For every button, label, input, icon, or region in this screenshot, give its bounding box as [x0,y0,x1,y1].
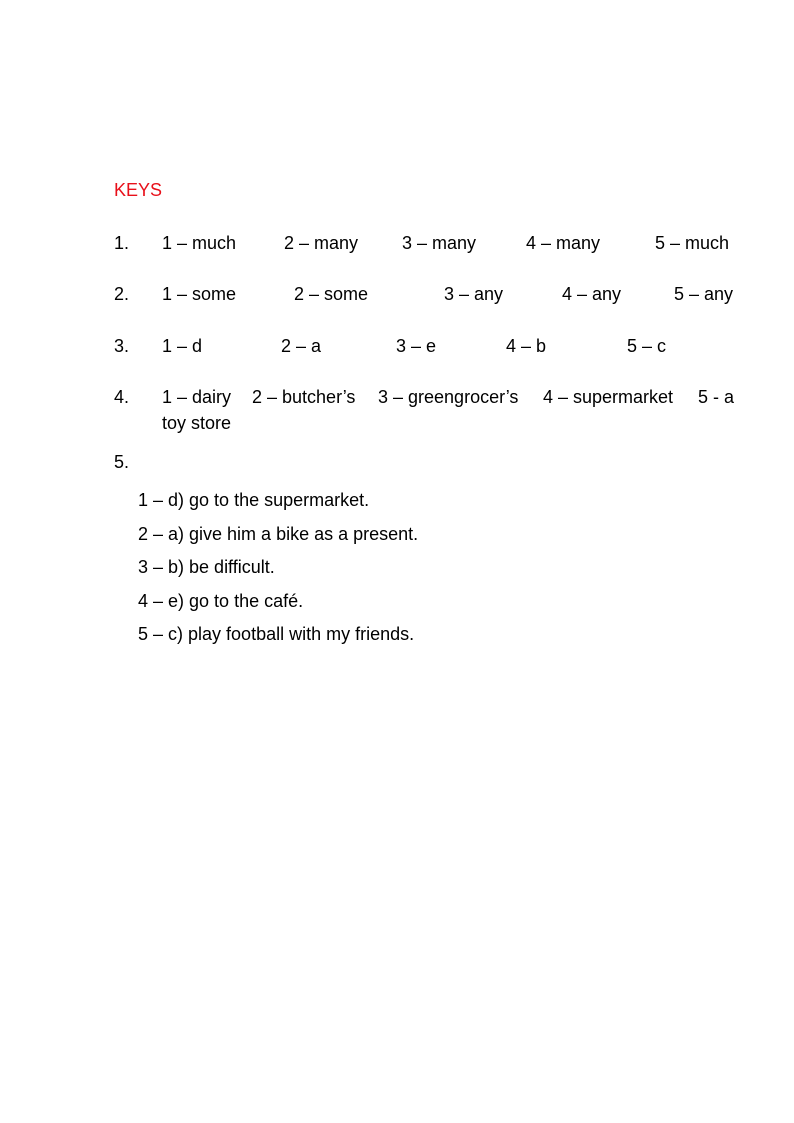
exercise-3-answer-3: 3 – e [396,336,437,356]
exercise-4-answer-5: 5 - a [698,387,735,407]
exercise-2-answer-2: 2 – some [294,284,369,304]
exercise-2-answer-5: 5 – any [674,284,734,304]
exercise-5-answer-5: 5 – c) play football with my friends. [138,624,415,644]
exercise-4-answer-3: 3 – greengrocer’s [378,387,519,407]
exercise-4-answer-2: 2 – butcher’s [252,387,356,407]
exercise-1-answer-4: 4 – many [526,233,601,253]
exercise-4-number: 4. [114,387,130,407]
exercise-1-answer-1: 1 – much [162,233,237,253]
exercise-3-answer-4: 4 – b [506,336,547,356]
exercise-2-answer-1: 1 – some [162,284,237,304]
exercise-1-number: 1. [114,233,130,253]
exercise-2-number: 2. [114,284,130,304]
exercise-1-answer-3: 3 – many [402,233,477,253]
exercise-4-answer-1: 1 – dairy [162,387,232,407]
exercise-5-answer-4: 4 – e) go to the café. [138,591,304,611]
exercise-2-answer-3: 3 – any [444,284,504,304]
exercise-3-answer-2: 2 – a [281,336,322,356]
exercise-1-answer-2: 2 – many [284,233,359,253]
exercise-3-answer-5: 5 – c [627,336,667,356]
exercise-5-answer-2: 2 – a) give him a bike as a present. [138,524,419,544]
exercise-3-answer-1: 1 – d [162,336,203,356]
exercise-4-continuation: toy store [162,413,232,433]
exercise-5-answer-3: 3 – b) be difficult. [138,557,275,577]
exercise-3-number: 3. [114,336,130,356]
keys-title: KEYS [114,180,163,200]
exercise-5-answer-1: 1 – d) go to the supermarket. [138,490,370,510]
exercise-5-number: 5. [114,452,130,472]
exercise-4-answer-4: 4 – supermarket [543,387,674,407]
exercise-2-answer-4: 4 – any [562,284,622,304]
exercise-1-answer-5: 5 – much [655,233,730,253]
